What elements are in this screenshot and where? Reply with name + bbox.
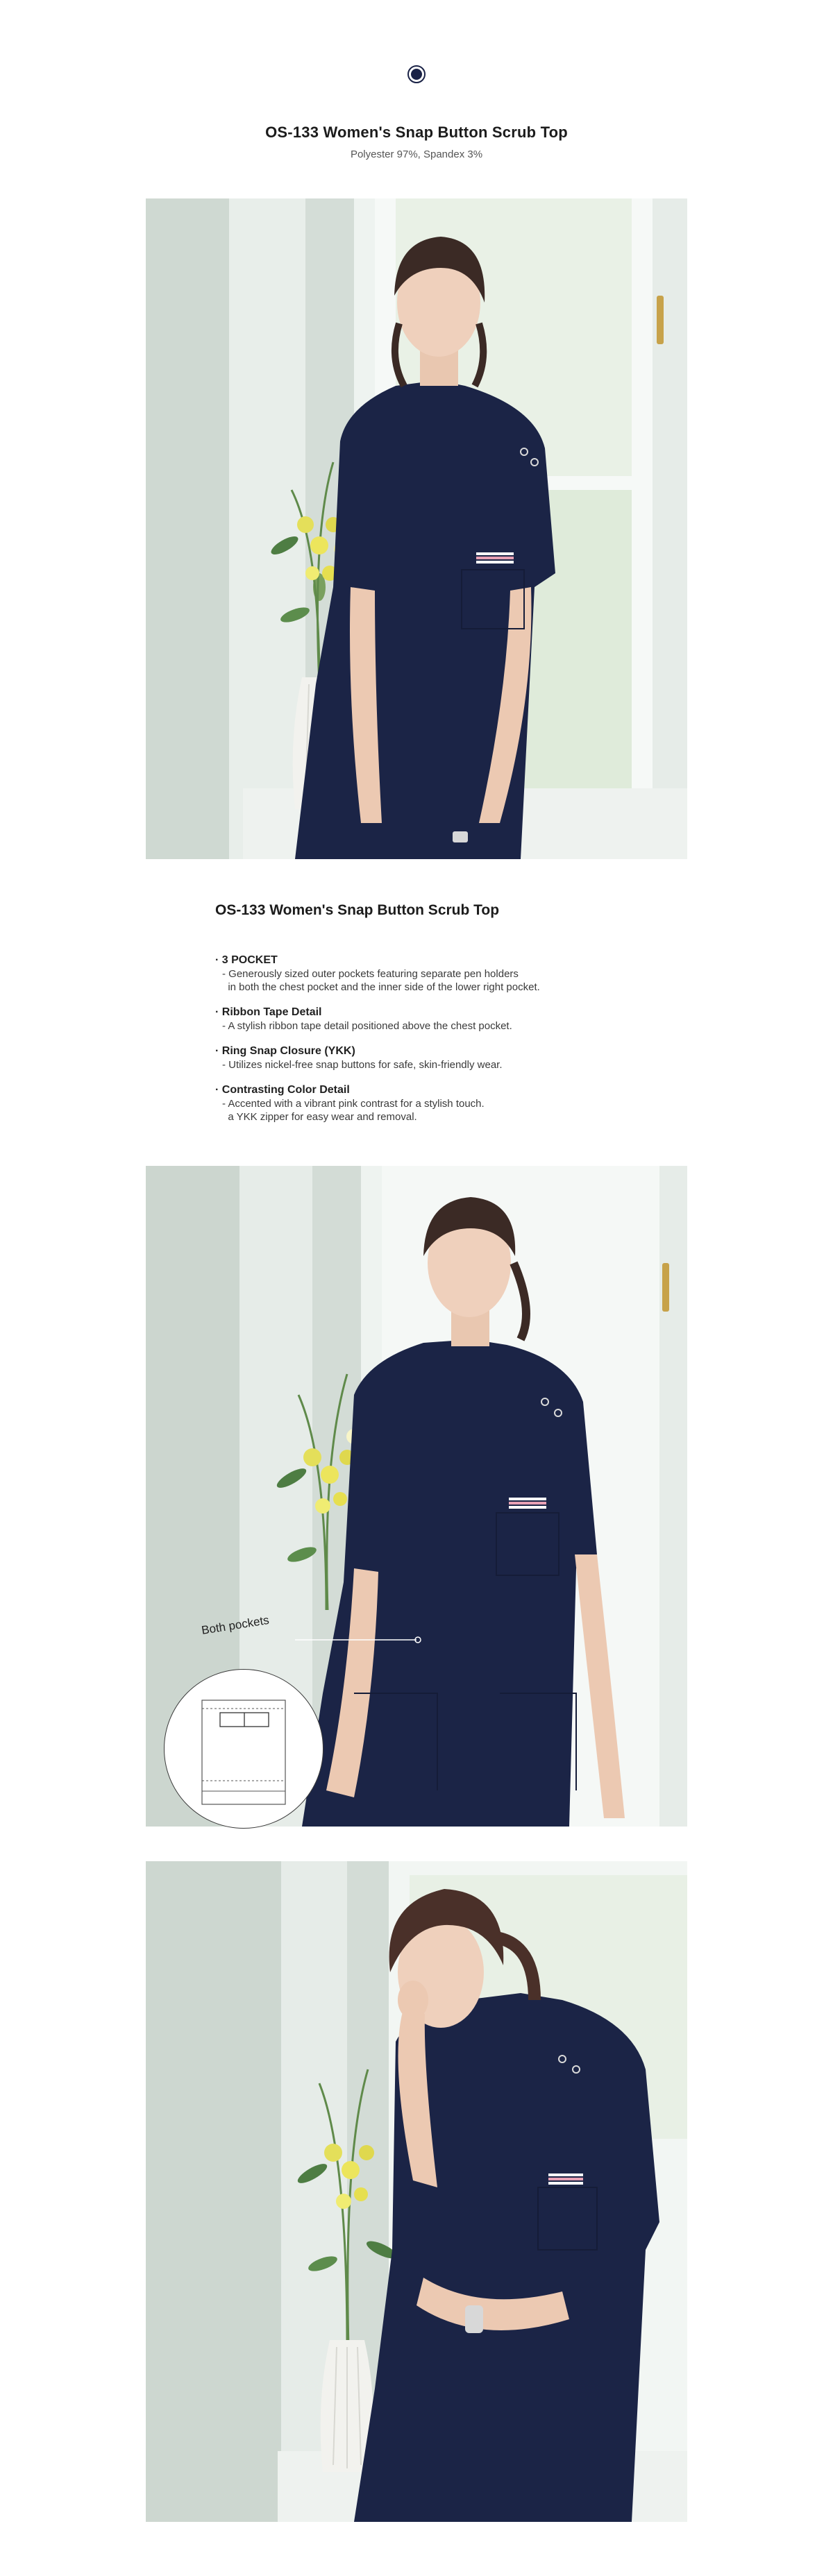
feature-title: · Ring Snap Closure (YKK) bbox=[215, 1045, 355, 1057]
feature-line: - A stylish ribbon tape detail positioned above the chest pocket. bbox=[222, 1020, 512, 1032]
product-title: OS-133 Women's Snap Button Scrub Top bbox=[265, 124, 568, 141]
feature-line: in both the chest pocket and the inner side of the lower right pocket. bbox=[222, 981, 540, 993]
feature-line: a YKK zipper for easy wear and removal. bbox=[222, 1111, 417, 1123]
feature-line: - Utilizes nickel-free snap buttons for safe, skin-friendly wear. bbox=[222, 1059, 503, 1071]
callout-label: Both pockets bbox=[200, 1613, 270, 1638]
pocket-diagram-icon bbox=[165, 1670, 323, 1828]
description-title: OS-133 Women's Snap Button Scrub Top bbox=[215, 902, 500, 918]
product-photo-3 bbox=[146, 1861, 687, 2522]
color-dot bbox=[411, 69, 422, 80]
color-swatch-navy[interactable] bbox=[407, 65, 426, 83]
product-photo-1 bbox=[146, 198, 687, 859]
feature-title: · 3 POCKET bbox=[215, 954, 278, 966]
pocket-callout bbox=[164, 1669, 323, 1829]
product-description bbox=[215, 902, 701, 1135]
feature-ribbon-tape bbox=[215, 1006, 701, 1033]
feature-line: - Generously sized outer pockets featuring separate pen holders bbox=[222, 968, 519, 980]
feature-ring-snap bbox=[215, 1044, 701, 1071]
fabric-composition: Polyester 97%, Spandex 3% bbox=[350, 149, 483, 160]
feature-contrast-color bbox=[215, 1083, 701, 1124]
feature-title: · Ribbon Tape Detail bbox=[215, 1006, 322, 1018]
feature-3-pocket bbox=[215, 954, 701, 994]
feature-title: · Contrasting Color Detail bbox=[215, 1084, 350, 1096]
feature-line: - Accented with a vibrant pink contrast for a stylish touch. bbox=[222, 1098, 485, 1110]
